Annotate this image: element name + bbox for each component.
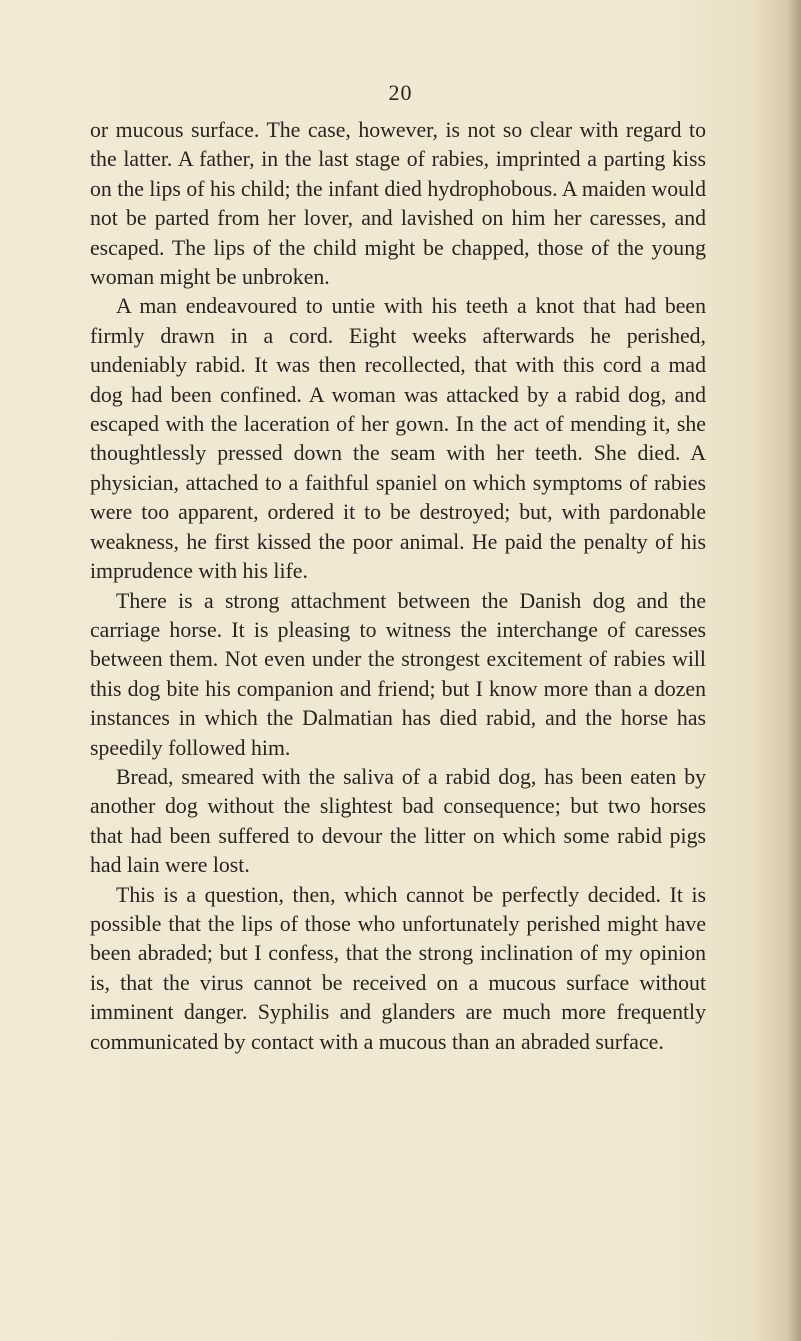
page-edge-shadow: [787, 0, 801, 1341]
paragraph-5: This is a question, then, which cannot be perfectly decided. It is possible that the lips of those who unfortunately perished might have been abraded; but I confess, that the strong inclination of my opinion is, that the virus cannot be received on a mucous surface without imminent danger. Syphilis and glanders are much more frequently communicated by contact with a mucous than an abraded surface.: [90, 882, 706, 1054]
paragraph-3: There is a strong attachment between the Danish dog and the carriage horse. It is pleasing to witness the interchange of caresses between them. Not even under the strongest excitement of rabies will this dog bite his companion and friend; but I know more than a dozen instances in which the Dalmatian has died rabid, and the horse has speedily followed him.: [90, 588, 706, 760]
paragraph-4: Bread, smeared with the saliva of a rabid dog, has been eaten by another dog without the slightest bad consequence; but two horses that had been suffered to devour the litter on which some rabid pigs had lain were lost.: [90, 764, 706, 878]
paragraph-1: or mucous surface. The case, however, is not so clear with regard to the latter. A father, in the last stage of rabies, imprinted a parting kiss on the lips of his child; the infant died hydrophobous. A maiden would not be parted from her lover, and lavished on him her caresses, and escaped. The lips of the child might be chapped, those of the young woman might be unbroken.: [90, 118, 706, 290]
body-text: [90, 116, 706, 1057]
page-number: 20: [388, 80, 413, 105]
paragraph-2: A man endeavoured to untie with his teeth a knot that had been firmly drawn in a cord. Eight weeks afterwards he perished, undeniably rabid. It was then recollected, that with this cord a mad dog had been confined. A woman was attacked by a rabid dog, and escaped with the laceration of her gown. In the act of mending it, she thoughtlessly pressed down the seam with her teeth. She died. A physician, attached to a faithful spaniel on which symptoms of rabies were too apparent, ordered it to be destroyed; but, with pardonable weakness, he first kissed the poor animal. He paid the penalty of his imprudence with his life.: [90, 294, 706, 584]
